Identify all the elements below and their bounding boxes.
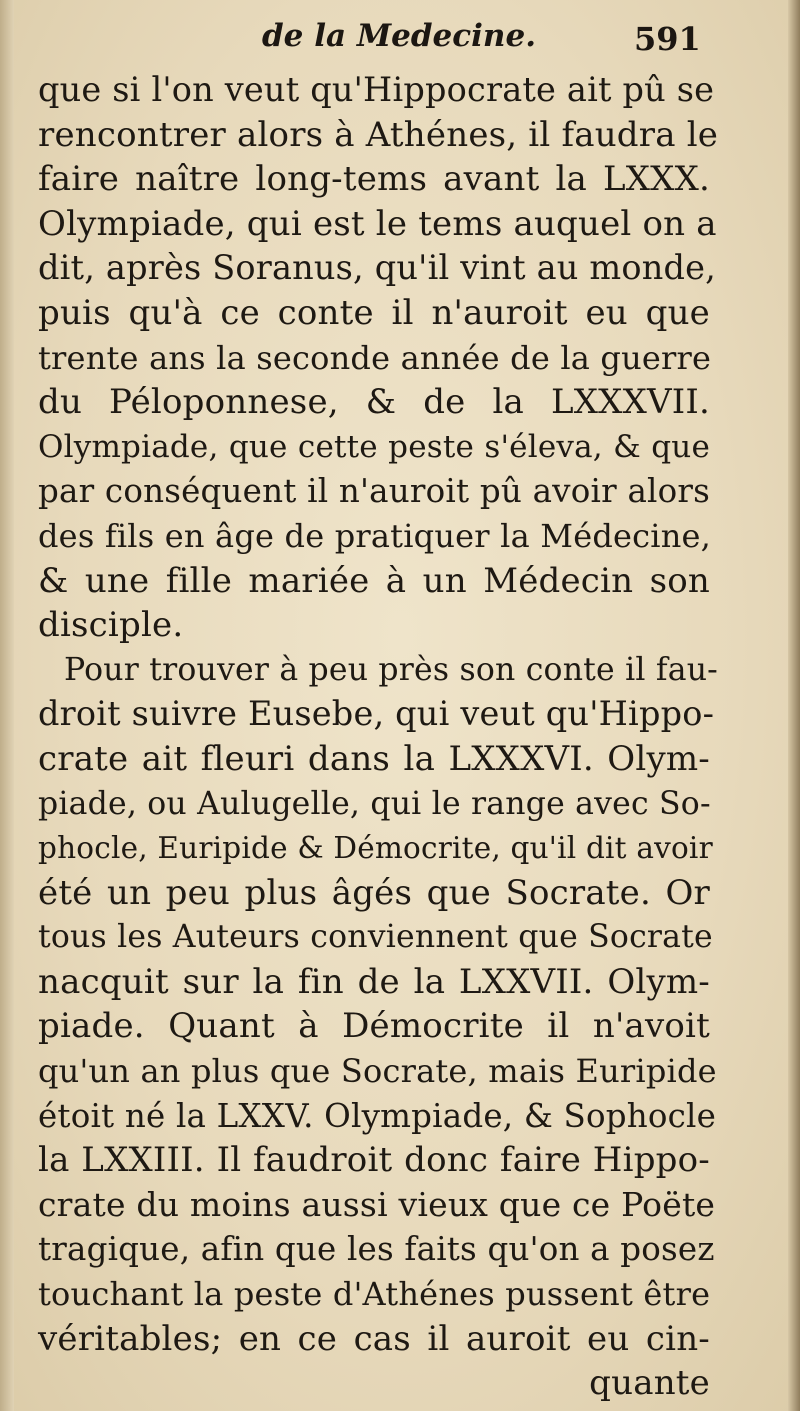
running-head xyxy=(0,18,800,68)
text-line: Olympiade, que cette peste s'éleva, & que xyxy=(38,428,710,465)
text-line: dit, après Soranus, qu'il vint au monde, xyxy=(38,248,717,288)
text-line: qu'un an plus que Socrate, mais Euripide xyxy=(38,1052,717,1091)
text-line: touchant la peste d'Athénes pussent être xyxy=(38,1275,711,1314)
text-line: & une fille mariée à un Médecin son xyxy=(38,560,710,601)
running-title: de la Medecine. xyxy=(262,18,536,54)
text-line: des fils en âge de pratiquer la Médecine, xyxy=(38,516,712,555)
text-line: phocle, Euripide & Démocrite, qu'il dit avoir xyxy=(38,831,713,866)
page-number: 591 xyxy=(634,20,701,58)
text-line: crate du moins aussi vieux que ce Poëte xyxy=(38,1184,716,1224)
text-line: piade. Quant à Démocrite il n'avoit xyxy=(38,1006,710,1047)
text-line: trente ans la seconde année de la guerre xyxy=(38,338,712,377)
text-line: puis qu'à ce conte il n'auroit eu que xyxy=(38,292,710,333)
text-line: que si l'on veut qu'Hippocrate ait pû se xyxy=(38,70,715,109)
text-line: étoit né la LXXV. Olympiade, & Sophocle xyxy=(38,1096,717,1135)
text-line: été un peu plus âgés que Socrate. Or xyxy=(38,872,710,913)
text-line: rencontrer alors à Athénes, il faudra le xyxy=(38,114,719,155)
text-line: Olympiade, qui est le tems auquel on a xyxy=(38,203,717,244)
text-line: du Péloponnese, & de la LXXXVII. xyxy=(38,382,710,423)
text-line: tous les Auteurs conviennent que Socrate xyxy=(38,919,713,956)
text-line: tragique, afin que les faits qu'on a posez xyxy=(38,1230,715,1269)
text-line: faire naître long-tems avant la LXXX. xyxy=(38,159,710,200)
text-line: disciple. xyxy=(38,605,184,646)
text-line: véritables; en ce cas il auroit eu cin- xyxy=(38,1318,710,1359)
text-line: piade, ou Aulugelle, qui le range avec So- xyxy=(38,785,711,822)
text-line: Pour trouver à peu près son conte il fau- xyxy=(64,651,719,688)
text-block xyxy=(38,68,719,1406)
text-line: droit suivre Eusebe, qui veut qu'Hippo- xyxy=(38,694,715,734)
page-gutter-left xyxy=(0,0,14,1411)
text-line: nacquit sur la fin de la LXXVII. Olym- xyxy=(38,961,710,1002)
text-line: crate ait fleuri dans la LXXXVI. Olym- xyxy=(38,738,710,779)
catchword: quante xyxy=(589,1363,710,1404)
text-line: la LXXIII. Il faudroit donc faire Hippo- xyxy=(38,1140,710,1181)
text-line: par conséquent il n'auroit pû avoir alors xyxy=(38,472,710,511)
page-edge-right xyxy=(788,0,800,1411)
